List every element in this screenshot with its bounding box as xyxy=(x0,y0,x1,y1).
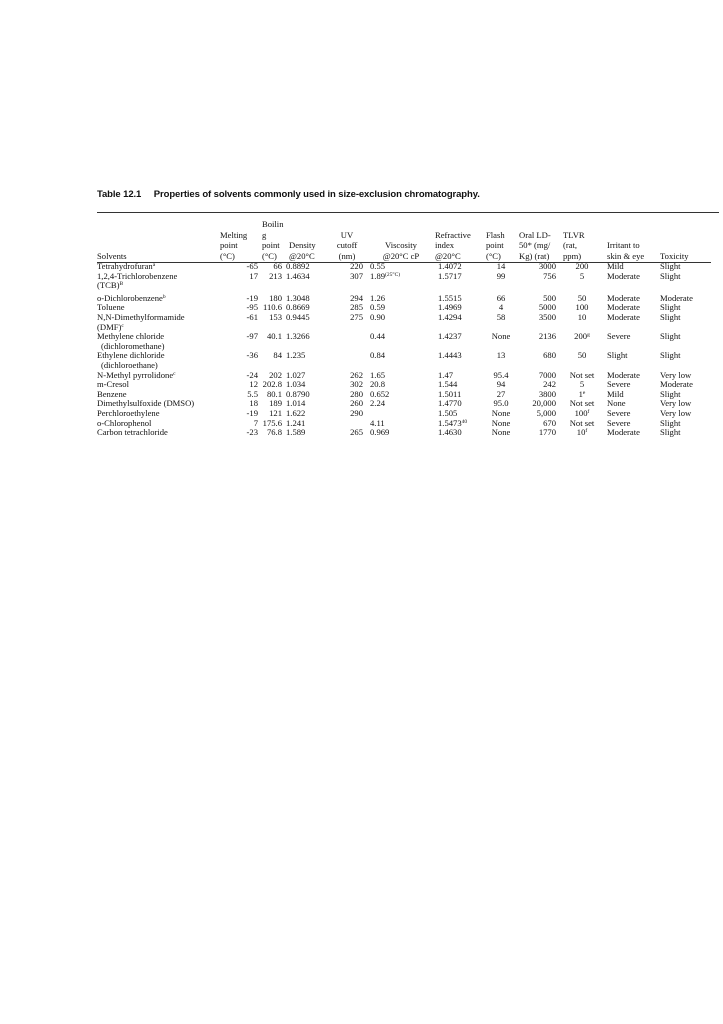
refractive-index-value: 1.5717 xyxy=(438,270,462,281)
oral-ld50-value: 500 xyxy=(543,292,556,303)
boiling-point-value: 66 xyxy=(273,261,282,271)
oral-ld50-value: 3000 xyxy=(538,261,556,271)
density-value: 1.3048 xyxy=(286,292,310,303)
uv-cutoff-cell xyxy=(327,351,367,370)
solvent-name-continued: (dichloromethane) xyxy=(101,340,165,351)
density-value: 0.8669 xyxy=(286,302,310,313)
tlvr-value: Not set xyxy=(569,369,595,380)
viscosity-value: 0.44 xyxy=(370,331,386,342)
density-cell xyxy=(286,428,327,438)
melting-point-value: -24 xyxy=(246,369,258,380)
toxicity-value: Slight xyxy=(660,427,681,438)
melting-point-cell xyxy=(217,351,262,370)
boiling-point-cell xyxy=(262,351,286,370)
refractive-index-cell xyxy=(435,272,486,291)
tlvr-value: 200 xyxy=(574,331,588,342)
table-caption xyxy=(97,189,717,200)
toxicity-value: Very low xyxy=(660,369,692,380)
uv-cutoff-value: 290 xyxy=(350,407,363,418)
solvent-name-continued: (TCB) xyxy=(97,280,120,291)
solvent-name: o-Chlorophenol xyxy=(97,417,152,428)
uv-cutoff-cell xyxy=(327,332,367,351)
tlvr-value: 5 xyxy=(579,379,585,390)
header-toxicity: Toxicity xyxy=(660,250,689,261)
table-number: Table 12.1 xyxy=(97,189,142,200)
irritant-value: Mild xyxy=(607,261,624,271)
density-value: 1.622 xyxy=(286,407,306,418)
footnote-marker: a xyxy=(152,262,156,268)
boiling-point-value: 202.8 xyxy=(262,379,282,390)
flash-point-value: 58 xyxy=(496,311,506,322)
viscosity-value: 0.84 xyxy=(370,350,386,361)
viscosity-cell xyxy=(367,272,435,291)
refractive-index-value: 1.4072 xyxy=(438,261,462,271)
melting-point-value: -23 xyxy=(246,427,258,438)
header-uv-cutoff: UV cutoff (nm) xyxy=(336,229,358,261)
table-row xyxy=(97,272,712,291)
footnote-marker: e xyxy=(582,389,586,396)
irritant-value: Severe xyxy=(607,407,631,418)
melting-point-cell xyxy=(217,428,262,438)
toxicity-cell xyxy=(657,313,712,332)
refractive-index-value: 1.505 xyxy=(438,407,458,418)
tlvr-value: 50 xyxy=(577,292,587,303)
tlvr-value: 200 xyxy=(575,261,589,271)
solvent-name: m-Cresol xyxy=(97,379,129,390)
uv-cutoff-value: 265 xyxy=(350,427,363,438)
footnote-marker: b xyxy=(162,293,166,300)
irritant-value: Slight xyxy=(607,350,628,361)
refractive-index-value: 1.4770 xyxy=(438,398,462,409)
header-melting-point: Melting point (°C) xyxy=(220,229,248,261)
viscosity-cell xyxy=(367,332,435,351)
footnote-marker: c xyxy=(173,370,176,377)
table-body xyxy=(97,262,712,438)
viscosity-value: 0.90 xyxy=(370,311,386,322)
tlvr-value: 100 xyxy=(574,407,588,418)
boiling-point-cell xyxy=(262,332,286,351)
viscosity-value: 20.8 xyxy=(370,379,386,390)
tlvr-value: 10 xyxy=(577,311,587,322)
melting-point-value: -97 xyxy=(246,331,258,342)
uv-cutoff-value: 285 xyxy=(350,302,363,313)
table-title: Properties of solvents commonly used in size-exclusion chromatography. xyxy=(153,189,480,200)
irritant-value: Severe xyxy=(607,331,631,342)
melting-point-value: 7 xyxy=(253,417,258,428)
table-row xyxy=(97,351,712,370)
flash-point-cell xyxy=(486,351,516,370)
solvent-name: Perchloroethylene xyxy=(97,407,160,418)
footnote-marker: g xyxy=(587,332,590,339)
toxicity-cell xyxy=(657,351,712,370)
boiling-point-value: 110.6 xyxy=(262,302,282,313)
oral-ld50-cell xyxy=(516,332,560,351)
footnote-marker: f xyxy=(587,408,590,415)
refractive-index-value: 1.4237 xyxy=(438,331,462,342)
oral-ld50-value: 2136 xyxy=(538,331,556,342)
refractive-index-value: 1.4294 xyxy=(438,311,462,322)
toxicity-value: Slight xyxy=(660,311,681,322)
density-value: 0.9445 xyxy=(286,311,310,322)
header-refractive-index: Refractive index @20°C xyxy=(435,229,471,261)
viscosity-cell xyxy=(367,399,435,409)
oral-ld50-value: 756 xyxy=(543,270,556,281)
uv-cutoff-value: 307 xyxy=(350,270,363,281)
refractive-index-value: 1.5011 xyxy=(438,388,462,399)
irritant-value: None xyxy=(607,398,626,409)
header-density: Density @20°C xyxy=(289,240,316,261)
flash-point-value: 66 xyxy=(496,292,506,303)
solvent-name: Dimethylsulfoxide (DMSO) xyxy=(97,398,195,409)
density-value: 1.034 xyxy=(286,379,306,390)
oral-ld50-cell xyxy=(516,351,560,370)
irritant-cell xyxy=(604,313,657,332)
irritant-value: Severe xyxy=(607,417,631,428)
footnote-marker: B xyxy=(119,281,124,288)
boiling-point-value: 213 xyxy=(269,270,282,281)
solvent-name: Tetrahydrofuran xyxy=(97,261,153,271)
solvent-name: Ethylene dichloride xyxy=(97,350,165,361)
viscosity-value: 0.969 xyxy=(370,427,390,438)
solvent-name: o-Dichlorobenzene xyxy=(97,292,163,303)
density-cell xyxy=(286,332,327,351)
solvent-name-cell xyxy=(97,351,217,370)
melting-point-value: -36 xyxy=(246,350,258,361)
tlvr-cell xyxy=(560,351,604,370)
tlvr-cell xyxy=(560,332,604,351)
melting-point-value: 5.5 xyxy=(247,388,258,399)
density-value: 0.8790 xyxy=(286,388,310,399)
density-value: 1.3266 xyxy=(286,331,310,342)
uv-cutoff-value: 280 xyxy=(350,388,363,399)
irritant-value: Moderate xyxy=(607,302,640,313)
viscosity-cell xyxy=(367,313,435,332)
flash-point-value: 27 xyxy=(496,388,506,399)
flash-point-cell xyxy=(486,428,516,438)
toxicity-value: Slight xyxy=(660,261,681,271)
flash-point-value: None xyxy=(491,427,511,438)
melting-point-value: -61 xyxy=(246,311,258,322)
header-tlvr: TLVR (rat, ppm) xyxy=(563,229,585,261)
irritant-value: Severe xyxy=(607,379,631,390)
toxicity-value: Slight xyxy=(660,302,681,313)
solvent-name: Toluene xyxy=(97,302,125,313)
irritant-cell xyxy=(604,428,657,438)
solvent-name-cell xyxy=(97,428,217,438)
irritant-cell xyxy=(604,332,657,351)
header-boiling-point: Boilin g point (°C) xyxy=(262,219,284,261)
flash-point-value: 14 xyxy=(496,261,506,271)
toxicity-cell xyxy=(657,272,712,291)
toxicity-cell xyxy=(657,332,712,351)
header-solvents: Solvents xyxy=(97,250,127,261)
boiling-point-value: 202 xyxy=(269,369,282,380)
oral-ld50-cell xyxy=(516,313,560,332)
flash-point-cell xyxy=(486,332,516,351)
oral-ld50-value: 1770 xyxy=(538,427,556,438)
irritant-value: Mild xyxy=(607,388,624,399)
uv-cutoff-cell xyxy=(327,409,367,419)
solvent-name-continued: (DMF) xyxy=(97,321,122,332)
irritant-value: Moderate xyxy=(607,311,640,322)
toxicity-value: Slight xyxy=(660,331,681,342)
oral-ld50-value: 680 xyxy=(543,350,556,361)
irritant-cell xyxy=(604,272,657,291)
tlvr-value: 10 xyxy=(576,427,586,438)
flash-point-value: 95.4 xyxy=(493,369,509,380)
boiling-point-cell xyxy=(262,313,286,332)
melting-point-cell xyxy=(217,332,262,351)
melting-point-value: 17 xyxy=(249,270,258,281)
density-value: 1.589 xyxy=(286,427,306,438)
boiling-point-value: 180 xyxy=(269,292,282,303)
toxicity-cell xyxy=(657,428,712,438)
header-oral-ld50: Oral LD- 50* (mg/ Kg) (rat) xyxy=(519,229,551,261)
melting-point-value: 18 xyxy=(249,398,258,409)
flash-point-value: None xyxy=(491,407,511,418)
tlvr-cell xyxy=(560,428,604,438)
density-cell xyxy=(286,351,327,370)
boiling-point-value: 189 xyxy=(269,398,282,409)
footnote-marker: (25°C) xyxy=(385,271,401,278)
melting-point-value: -19 xyxy=(246,292,258,303)
oral-ld50-value: 670 xyxy=(543,417,556,428)
uv-cutoff-cell xyxy=(327,272,367,291)
boiling-point-value: 175.6 xyxy=(262,417,282,428)
viscosity-value: 1.65 xyxy=(370,369,386,380)
viscosity-value: 0.59 xyxy=(370,302,386,313)
refractive-index-value: 1.4443 xyxy=(438,350,462,361)
refractive-index-value: 1.47 xyxy=(438,369,454,380)
refractive-index-cell xyxy=(435,313,486,332)
refractive-index-value: 1.4969 xyxy=(438,302,462,313)
boiling-point-value: 84 xyxy=(273,350,282,361)
tlvr-value: 50 xyxy=(577,350,587,361)
viscosity-value: 0.55 xyxy=(370,261,386,271)
refractive-index-value: 1.5473 xyxy=(438,417,462,428)
density-cell xyxy=(286,272,327,291)
header-row xyxy=(97,212,712,262)
irritant-value: Moderate xyxy=(607,369,640,380)
flash-point-value: 13 xyxy=(496,350,506,361)
tlvr-cell xyxy=(560,313,604,332)
tlvr-value: 1 xyxy=(578,388,583,399)
toxicity-value: Very low xyxy=(660,407,692,418)
header-flash-point: Flash point (°C) xyxy=(486,229,505,261)
refractive-index-cell xyxy=(435,428,486,438)
toxicity-value: Slight xyxy=(660,388,681,399)
oral-ld50-value: 3500 xyxy=(538,311,556,322)
oral-ld50-value: 3800 xyxy=(538,388,556,399)
oral-ld50-value: 5000 xyxy=(538,302,556,313)
solvent-name: Benzene xyxy=(97,388,127,399)
uv-cutoff-value: 260 xyxy=(350,398,363,409)
irritant-value: Moderate xyxy=(607,292,640,303)
irritant-cell xyxy=(604,351,657,370)
solvent-name: N,N-Dimethylformamide xyxy=(97,311,185,322)
uv-cutoff-value: 262 xyxy=(350,369,363,380)
density-value: 0.8892 xyxy=(286,261,310,271)
viscosity-value: 1.89 xyxy=(370,270,386,281)
melting-point-cell xyxy=(217,313,262,332)
refractive-index-cell xyxy=(435,332,486,351)
flash-point-cell xyxy=(486,313,516,332)
solvent-name: Carbon tetrachloride xyxy=(97,427,168,438)
uv-cutoff-cell xyxy=(327,428,367,438)
table-row xyxy=(97,332,712,351)
boiling-point-value: 153 xyxy=(269,311,282,322)
melting-point-value: -65 xyxy=(246,261,258,271)
boiling-point-value: 121 xyxy=(269,407,282,418)
refractive-index-value: 1.4630 xyxy=(438,427,462,438)
flash-point-value: 99 xyxy=(496,270,506,281)
flash-point-value: 4 xyxy=(498,302,504,313)
melting-point-value: -95 xyxy=(246,302,258,313)
boiling-point-cell xyxy=(262,272,286,291)
boiling-point-value: 76.8 xyxy=(266,427,282,438)
viscosity-value: 2.24 xyxy=(370,398,386,409)
boiling-point-value: 40.1 xyxy=(266,331,282,342)
uv-cutoff-value: 302 xyxy=(350,379,363,390)
oral-ld50-value: 20,000 xyxy=(532,398,556,409)
irritant-value: Moderate xyxy=(607,270,640,281)
header-irritant: Irritant to skin & eye xyxy=(607,240,645,261)
boiling-point-value: 80.1 xyxy=(266,388,282,399)
uv-cutoff-cell xyxy=(327,313,367,332)
tlvr-value: 5 xyxy=(579,270,585,281)
flash-point-value: 95.0 xyxy=(493,398,509,409)
flash-point-value: None xyxy=(491,417,511,428)
solvent-properties-table xyxy=(97,212,712,438)
melting-point-value: 12 xyxy=(249,379,258,390)
oral-ld50-value: 242 xyxy=(543,379,556,390)
oral-ld50-cell xyxy=(516,428,560,438)
flash-point-cell xyxy=(486,272,516,291)
table-row xyxy=(97,428,712,438)
melting-point-cell xyxy=(217,272,262,291)
toxicity-value: Slight xyxy=(660,417,681,428)
density-cell xyxy=(286,313,327,332)
toxicity-value: Slight xyxy=(660,350,681,361)
solvent-name: 1,2,4-Trichlorobenzene xyxy=(97,270,178,281)
solvent-name-continued: (dichloroethane) xyxy=(101,359,158,370)
toxicity-value: Moderate xyxy=(660,379,693,390)
refractive-index-value: 1.544 xyxy=(438,379,458,390)
header-viscosity: Viscosity @20°C cP xyxy=(382,240,420,261)
toxicity-value: Slight xyxy=(660,270,681,281)
melting-point-value: -19 xyxy=(246,407,258,418)
density-value: 1.014 xyxy=(286,398,306,409)
solvent-name-cell xyxy=(97,272,217,291)
footnote-marker: c xyxy=(121,322,124,329)
uv-cutoff-value: 220 xyxy=(350,261,363,271)
flash-point-value: 94 xyxy=(496,379,506,390)
viscosity-cell xyxy=(367,351,435,370)
viscosity-cell xyxy=(367,428,435,438)
density-value: 1.4634 xyxy=(286,270,310,281)
solvent-name: N-Methyl pyrrolidone xyxy=(97,369,174,380)
viscosity-value: 0.652 xyxy=(370,388,390,399)
solvent-name-cell xyxy=(97,313,217,332)
tlvr-value: 100 xyxy=(575,302,589,313)
refractive-index-cell xyxy=(435,351,486,370)
viscosity-value: 1.26 xyxy=(370,292,386,303)
oral-ld50-cell xyxy=(516,272,560,291)
uv-cutoff-value: 275 xyxy=(350,311,363,322)
uv-cutoff-value: 294 xyxy=(350,292,363,303)
viscosity-value: 4.11 xyxy=(370,417,385,428)
solvent-name-cell xyxy=(97,332,217,351)
tlvr-value: Not set xyxy=(569,398,595,409)
density-value: 1.027 xyxy=(286,369,306,380)
irritant-value: Moderate xyxy=(607,427,640,438)
toxicity-value: Moderate xyxy=(660,292,693,303)
footnote-marker: f xyxy=(585,428,588,435)
solvent-name: Methylene chloride xyxy=(97,331,165,342)
flash-point-value: None xyxy=(491,331,511,342)
density-value: 1.241 xyxy=(286,417,306,428)
toxicity-value: Very low xyxy=(660,398,692,409)
tlvr-cell xyxy=(560,272,604,291)
oral-ld50-value: 5,000 xyxy=(536,407,556,418)
footnote-marker: 40 xyxy=(461,418,468,425)
refractive-index-value: 1.5515 xyxy=(438,292,462,303)
tlvr-value: Not set xyxy=(569,417,595,428)
boiling-point-cell xyxy=(262,428,286,438)
oral-ld50-value: 7000 xyxy=(538,369,556,380)
table-row xyxy=(97,313,712,332)
density-value: 1.235 xyxy=(286,350,306,361)
